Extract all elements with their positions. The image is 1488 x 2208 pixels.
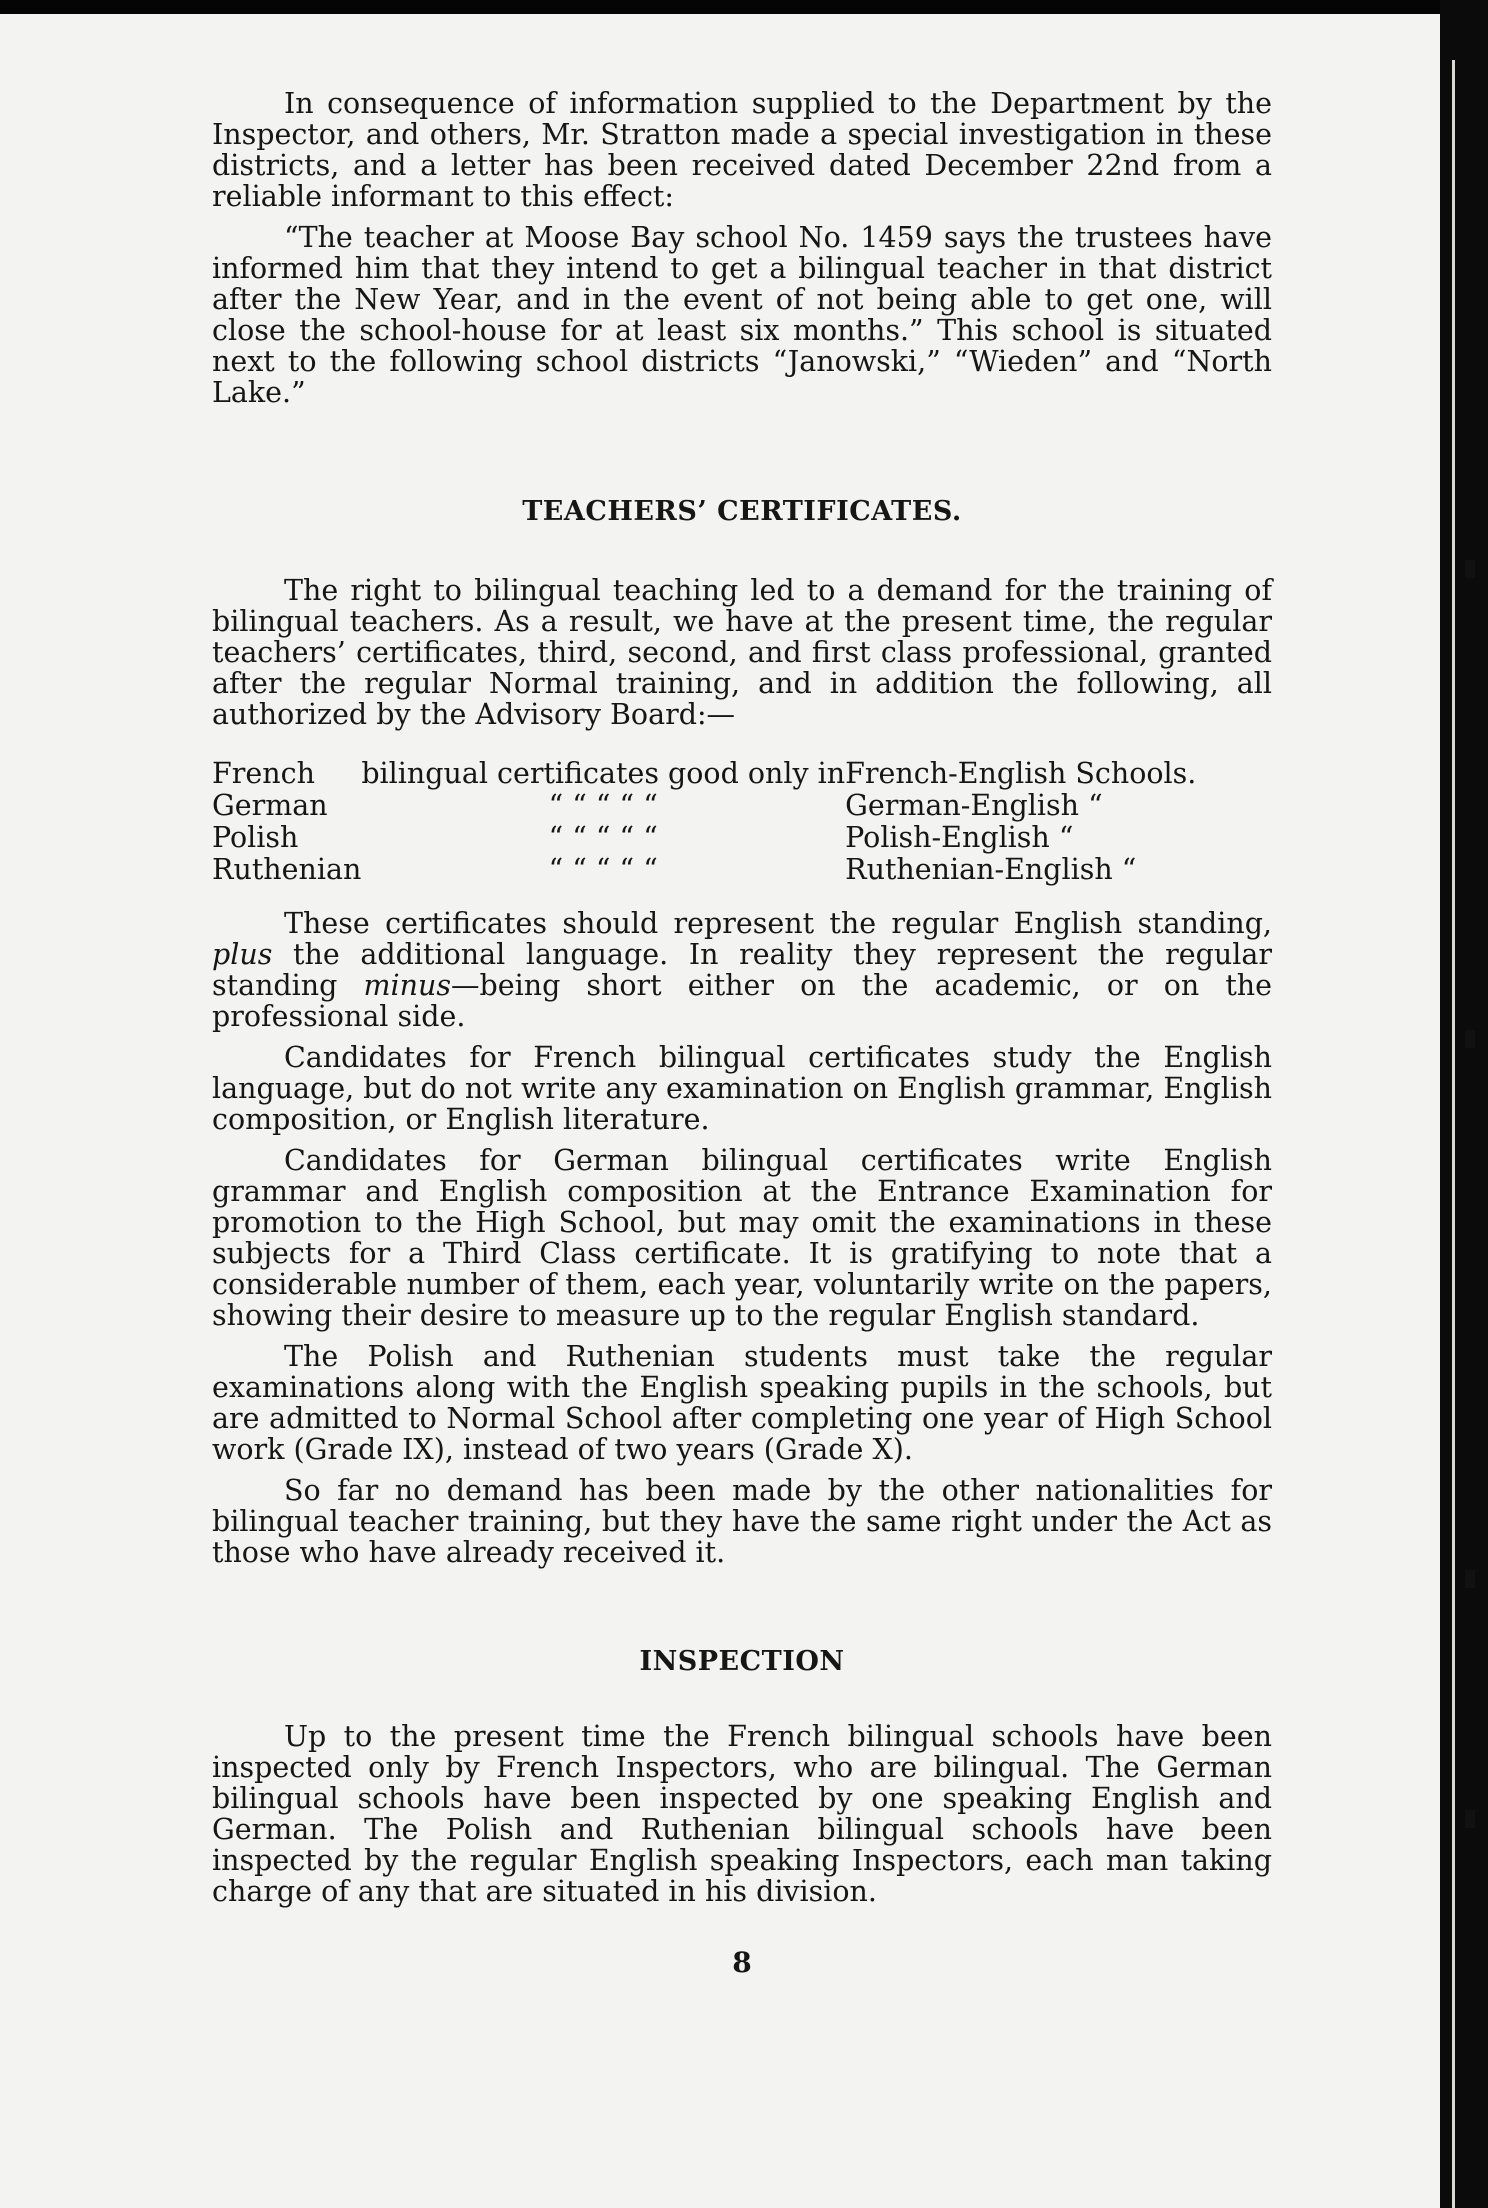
paragraph-french-candidates: Candidates for French bilingual certificates study the English language, but do not write any examination on English grammar, English composition, or English literature. — [212, 1041, 1272, 1136]
certificate-schools: French-English Schools. — [845, 757, 1197, 790]
binding-edge-line — [1452, 60, 1455, 2208]
scan-right-border — [1440, 0, 1488, 2208]
paragraph-german-candidates: Candidates for German bilingual certificates write English grammar and English composition at the Entrance Examination for promotion to the High School, but may omit the examinations in these subjects for a Third Class certificate. It is gratifying to note that a considerable number of them, each year, voluntarily write on the papers, showing their desire to measure up to the regular English standard. — [212, 1144, 1272, 1332]
paragraph-other-nationalities: So far no demand has been made by the other nationalities for bilingual teacher training, but they have the same right under the Act as those who have already received it. — [212, 1474, 1272, 1569]
emphasis-minus: minus — [363, 969, 451, 1002]
certificate-row-ruthenian — [212, 854, 1272, 886]
paragraph-inspection: Up to the present time the French bilingual schools have been inspected only by French Inspectors, who are bilingual. The German bilingual schools have been inspected by one speaking English and German. The Polish and Ruthenian bilingual schools have been inspected by the regular English speaking Inspectors, each man taking charge of any that are situated in his division. — [212, 1720, 1272, 1908]
paragraph-standing — [212, 908, 1272, 1032]
page-number: 8 — [732, 1946, 752, 1979]
text-run: the additional language. In reality they represent the regular standing — [212, 938, 1272, 1002]
certificate-row-polish — [212, 822, 1272, 854]
scan-top-border — [0, 0, 1488, 14]
paragraph-investigation: In consequence of information supplied to the Department by the Inspector, and others, Mr. Stratton made a special investigation in these districts, and a letter has been received dated December 22nd from a reliable informant to this effect: — [212, 87, 1272, 213]
binding-mark — [1465, 1810, 1475, 1828]
emphasis-plus: plus — [212, 938, 273, 971]
page-content — [212, 88, 1272, 1978]
paragraph-quote: “The teacher at Moose Bay school No. 1459 says the trustees have informed him that they intend to get a bilingual teacher in that district after the New Year, and in the event of not being able to get one, will close the school-house for at least six months.” This school is situated next to the following school districts “Janowski,” “Wieden” and “North Lake.” — [212, 221, 1272, 409]
certificate-list — [212, 758, 1272, 886]
paragraph-polish-ruthenian-students: The Polish and Ruthenian students must take the regular examinations along with the English speaking pupils in the schools, but are admitted to Normal School after completing one year of High School work (Grade IX), instead of two years (Grade X). — [212, 1340, 1272, 1466]
certificate-language: Polish — [212, 821, 299, 854]
certificate-description-ditto: “ “ “ “ “ — [548, 821, 658, 854]
certificate-row-german — [212, 790, 1272, 822]
certificate-description: bilingual certificates good only in — [361, 757, 846, 790]
certificate-description-ditto: “ “ “ “ “ — [548, 789, 658, 822]
binding-mark — [1465, 560, 1475, 578]
heading-inspection: INSPECTION — [639, 1646, 845, 1677]
certificate-row-french — [212, 758, 1272, 790]
certificate-language: German — [212, 789, 328, 822]
certificate-schools: Polish-English “ — [845, 821, 1074, 854]
certificate-description-ditto: “ “ “ “ “ — [548, 853, 658, 886]
binding-mark — [1465, 1030, 1475, 1048]
paragraph-certificates-intro: The right to bilingual teaching led to a demand for the training of bilingual teachers. As a result, we have at the present time, the regular teachers’ certificates, third, second, and first class professional, granted after the regular Normal training, and in addition the following, all authorized by the Advisory Board:— — [212, 574, 1272, 731]
certificate-schools: Ruthenian-English “ — [845, 853, 1137, 886]
heading-teachers-certificates: TEACHERS’ CERTIFICATES. — [522, 496, 962, 527]
text-run: These certificates should represent the regular English standing, — [284, 907, 1272, 940]
certificate-language: French — [212, 757, 315, 790]
binding-mark — [1465, 1570, 1475, 1588]
certificate-language: Ruthenian — [212, 853, 362, 886]
certificate-schools: German-English “ — [845, 789, 1103, 822]
text-run: —being short either on the academic, or on the professional side. — [212, 969, 1272, 1033]
